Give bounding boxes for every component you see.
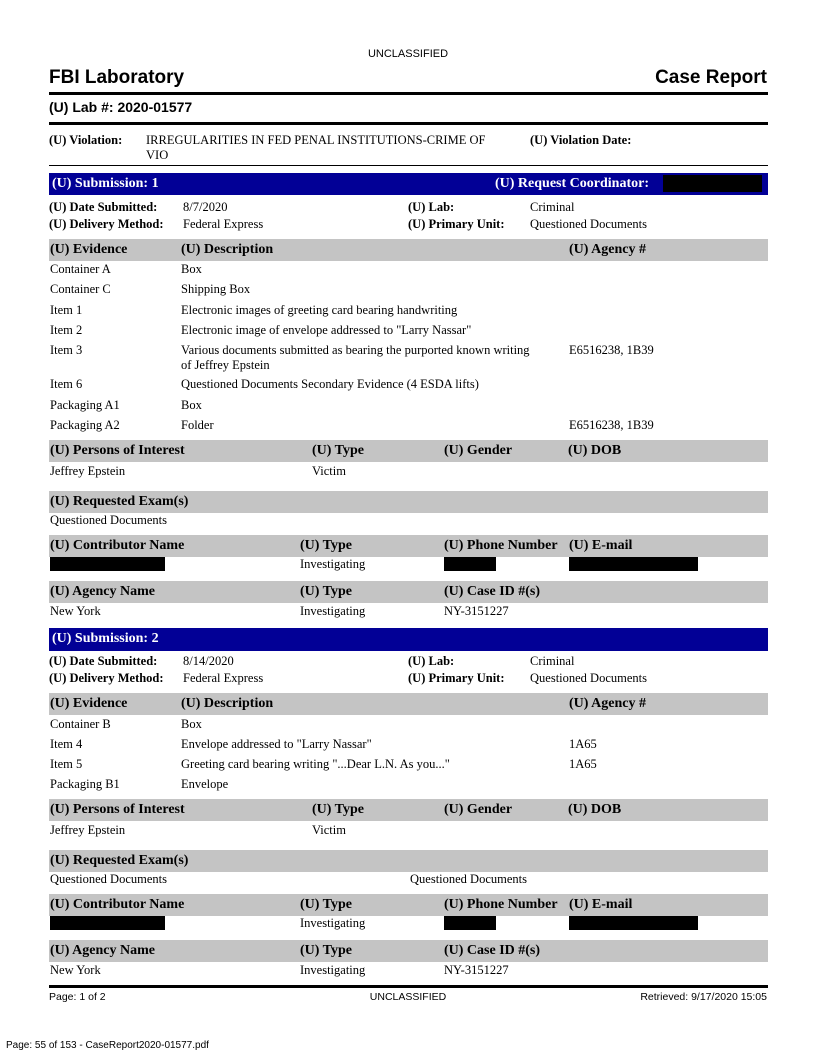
case-id-col-header: (U) Case ID #(s): [444, 943, 541, 958]
s2-agency-header: [49, 940, 768, 962]
evidence-row: [49, 303, 768, 320]
evidence-id: Item 5: [50, 757, 83, 771]
agency-type: Investigating: [300, 963, 366, 977]
agency-name-col-header: (U) Agency Name: [50, 943, 155, 958]
s2-lab-label: (U) Lab:: [408, 654, 455, 668]
s2-lab-value: Criminal: [530, 654, 575, 668]
classification-top: UNCLASSIFIED: [367, 48, 449, 60]
evidence-id: Container C: [50, 282, 111, 296]
redaction: [50, 557, 165, 571]
evidence-desc: Box: [181, 398, 202, 412]
s1-lab-value: Criminal: [530, 200, 575, 214]
phone-col-header: (U) Phone Number: [444, 897, 558, 912]
evidence-desc: Box: [181, 717, 202, 731]
contributor-type: Investigating: [300, 916, 366, 930]
evidence-row: [49, 343, 768, 375]
footer-rule: [49, 985, 768, 988]
dob-col-header: (U) DOB: [568, 443, 622, 458]
evidence-desc: Various documents submitted as bearing the purported known writing: [181, 343, 530, 357]
evidence-id: Container A: [50, 262, 111, 276]
violation-value-line2: VIO: [146, 148, 169, 162]
evidence-id: Item 4: [50, 737, 83, 751]
s2-exam-header: [49, 850, 768, 872]
evidence-col-header: (U) Evidence: [50, 696, 128, 711]
evidence-id: Item 3: [50, 343, 83, 357]
agency-type: Investigating: [300, 604, 366, 618]
type-col-header: (U) Type: [300, 584, 352, 599]
exam-header: (U) Requested Exam(s): [50, 853, 189, 868]
evidence-row: [49, 757, 768, 774]
persons-col-header: (U) Persons of Interest: [50, 443, 185, 458]
evidence-id: Packaging B1: [50, 777, 120, 791]
type-col-header: (U) Type: [312, 443, 364, 458]
s1-unit-label: (U) Primary Unit:: [408, 217, 505, 231]
evidence-desc-continued: of Jeffrey Epstein: [181, 358, 270, 372]
gender-col-header: (U) Gender: [444, 443, 513, 458]
s1-date-value: 8/7/2020: [183, 200, 228, 214]
contributor-type: Investigating: [300, 557, 366, 571]
evidence-desc: Box: [181, 262, 202, 276]
exam-row: [49, 872, 768, 889]
evidence-agency: E6516238, 1B39: [569, 418, 654, 432]
evidence-desc: Questioned Documents Secondary Evidence (4 ESDA lifts): [181, 377, 479, 391]
email-col-header: (U) E-mail: [569, 538, 633, 553]
evidence-agency: 1A65: [569, 737, 597, 751]
type-col-header: (U) Type: [300, 538, 352, 553]
s2-evidence-header: [49, 693, 768, 715]
type-col-header: (U) Type: [300, 897, 352, 912]
type-col-header: (U) Type: [300, 943, 352, 958]
s2-delivery-label: (U) Delivery Method:: [49, 671, 164, 685]
person-row: [49, 464, 768, 481]
s2-delivery-value: Federal Express: [183, 671, 264, 685]
page-number: Page: 1 of 2: [49, 991, 106, 1003]
lab-number: (U) Lab #: 2020-01577: [49, 99, 193, 115]
evidence-id: Item 6: [50, 377, 83, 391]
evidence-id: Packaging A2: [50, 418, 120, 432]
submission-2-title: (U) Submission: 2: [52, 631, 159, 646]
evidence-row: [49, 737, 768, 754]
contributor-row: [49, 557, 768, 574]
exam-header: (U) Requested Exam(s): [50, 494, 189, 509]
person-name: Jeffrey Epstein: [50, 823, 126, 837]
s2-unit-value: Questioned Documents: [530, 671, 647, 685]
evidence-row: [49, 418, 768, 435]
evidence-row: [49, 377, 768, 394]
s1-exam-header: [49, 491, 768, 513]
evidence-desc: Electronic image of envelope addressed to "Larry Nassar": [181, 323, 472, 337]
agency-row: [49, 963, 768, 980]
classification-bottom: UNCLASSIFIED: [369, 991, 447, 1003]
person-name: Jeffrey Epstein: [50, 464, 126, 478]
description-col-header: (U) Description: [181, 696, 274, 711]
s1-delivery-label: (U) Delivery Method:: [49, 217, 164, 231]
s1-delivery-value: Federal Express: [183, 217, 264, 231]
case-id-col-header: (U) Case ID #(s): [444, 584, 541, 599]
evidence-row: [49, 777, 768, 794]
s1-unit-value: Questioned Documents: [530, 217, 647, 231]
evidence-row: [49, 398, 768, 415]
evidence-desc: Shipping Box: [181, 282, 251, 296]
s2-date-label: (U) Date Submitted:: [49, 654, 158, 668]
agency-name-col-header: (U) Agency Name: [50, 584, 155, 599]
redaction: [50, 916, 165, 930]
redaction: [444, 557, 496, 571]
evidence-col-header: (U) Evidence: [50, 242, 128, 257]
submission-1-bar: [49, 173, 768, 195]
phone-col-header: (U) Phone Number: [444, 538, 558, 553]
agency-row: [49, 604, 768, 621]
agency-name: New York: [50, 963, 101, 977]
type-col-header: (U) Type: [312, 802, 364, 817]
retrieved-timestamp: Retrieved: 9/17/2020 15:05: [640, 991, 767, 1003]
evidence-row: [49, 323, 768, 340]
violation-date-label: (U) Violation Date:: [530, 133, 632, 147]
agency-col-header: (U) Agency #: [569, 242, 646, 257]
s1-persons-header: [49, 440, 768, 462]
evidence-id: Item 1: [50, 303, 83, 317]
submission-2-bar: [49, 628, 768, 651]
redaction: [569, 557, 698, 571]
case-id: NY-3151227: [444, 963, 509, 977]
s2-persons-header: [49, 799, 768, 821]
contributor-row: [49, 916, 768, 933]
redaction: [663, 175, 762, 192]
gender-col-header: (U) Gender: [444, 802, 513, 817]
persons-col-header: (U) Persons of Interest: [50, 802, 185, 817]
evidence-desc: Envelope addressed to "Larry Nassar": [181, 737, 372, 751]
exam-value: Questioned Documents: [50, 872, 167, 886]
s2-contributor-header: [49, 894, 768, 916]
evidence-desc: Electronic images of greeting card bearing handwriting: [181, 303, 458, 317]
agency-col-header: (U) Agency #: [569, 696, 646, 711]
person-type: Victim: [312, 823, 346, 837]
person-type: Victim: [312, 464, 346, 478]
request-coordinator-label: (U) Request Coordinator:: [495, 176, 649, 191]
s2-unit-label: (U) Primary Unit:: [408, 671, 505, 685]
s1-contributor-header: [49, 535, 768, 557]
s1-evidence-header: [49, 239, 768, 261]
pdf-page-footer: Page: 55 of 153 - CaseReport2020-01577.pdf: [6, 1040, 209, 1051]
violation-label: (U) Violation:: [49, 133, 123, 147]
evidence-id: Packaging A1: [50, 398, 120, 412]
contributor-col-header: (U) Contributor Name: [50, 897, 185, 912]
exam-value: Questioned Documents: [410, 872, 527, 886]
email-col-header: (U) E-mail: [569, 897, 633, 912]
evidence-desc: Folder: [181, 418, 214, 432]
exam-row: [49, 513, 768, 530]
contributor-col-header: (U) Contributor Name: [50, 538, 185, 553]
evidence-agency: E6516238, 1B39: [569, 343, 654, 357]
lab-title: FBI Laboratory: [49, 67, 185, 88]
redaction: [569, 916, 698, 930]
redaction: [444, 916, 496, 930]
evidence-agency: 1A65: [569, 757, 597, 771]
evidence-desc: Greeting card bearing writing "...Dear L.N. As you...": [181, 757, 450, 771]
lab-number-rule: [49, 122, 768, 125]
person-row: [49, 823, 768, 840]
description-col-header: (U) Description: [181, 242, 274, 257]
s1-agency-header: [49, 581, 768, 603]
violation-rule: [49, 165, 768, 166]
report-title: Case Report: [655, 67, 767, 88]
evidence-desc: Envelope: [181, 777, 229, 791]
submission-1-title: (U) Submission: 1: [52, 176, 159, 191]
agency-name: New York: [50, 604, 101, 618]
evidence-row: [49, 717, 768, 734]
exam-value: Questioned Documents: [50, 513, 167, 527]
violation-value-line1: IRREGULARITIES IN FED PENAL INSTITUTIONS-CRIME OF: [146, 133, 486, 147]
s2-date-value: 8/14/2020: [183, 654, 234, 668]
header-rule: [49, 92, 768, 95]
evidence-row: [49, 262, 768, 279]
evidence-id: Item 2: [50, 323, 83, 337]
evidence-row: [49, 282, 768, 299]
evidence-id: Container B: [50, 717, 111, 731]
case-id: NY-3151227: [444, 604, 509, 618]
s1-date-label: (U) Date Submitted:: [49, 200, 158, 214]
s1-lab-label: (U) Lab:: [408, 200, 455, 214]
dob-col-header: (U) DOB: [568, 802, 622, 817]
